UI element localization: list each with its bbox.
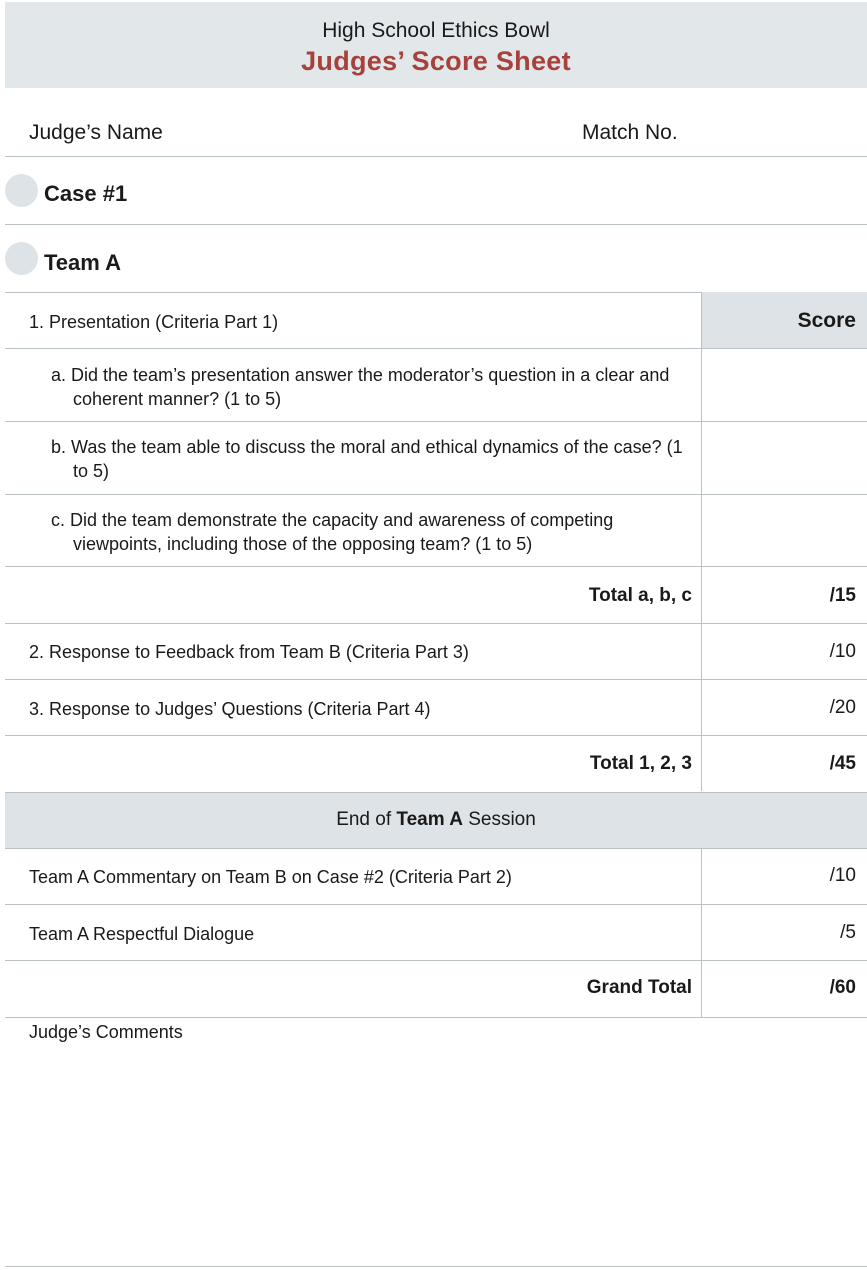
response-feedback-score: /10 [829, 641, 856, 662]
divider [5, 421, 867, 422]
divider [5, 848, 867, 849]
score-column-divider [701, 848, 702, 1017]
team-label: Team A [44, 250, 122, 275]
session-end-band [5, 792, 867, 848]
response-judges-score: /20 [829, 697, 856, 718]
team-marker-circle [5, 242, 38, 275]
dialogue-label: Team A Respectful Dialogue [29, 924, 255, 944]
criterion-a: a. Did the team’s presentation answer the moderator’s question in a clear and coherent manner? (1 to 5) [51, 365, 670, 409]
response-feedback-label: 2. Response to Feedback from Team B (Criteria Part 3) [29, 642, 469, 662]
divider [5, 679, 867, 680]
case-marker-circle [5, 174, 38, 207]
criterion-b: b. Was the team able to discuss the moral and ethical dynamics of the case? (1 to 5) [51, 437, 683, 481]
divider [5, 1017, 867, 1018]
total-abc-score: /15 [829, 585, 856, 606]
total-123-score: /45 [829, 753, 856, 774]
divider [5, 156, 867, 157]
grand-total-label: Grand Total [586, 977, 692, 998]
judge-name-label: Judge’s Name [29, 121, 163, 144]
session-end-team: Team A [396, 809, 463, 830]
divider [5, 494, 867, 495]
divider [5, 623, 867, 624]
sheet-title: Judges’ Score Sheet [301, 46, 571, 76]
total-123-label: Total 1, 2, 3 [589, 753, 692, 774]
match-no-label: Match No. [582, 121, 678, 144]
divider [5, 1266, 867, 1267]
divider [5, 348, 867, 349]
judge-comments-label: Judge’s Comments [29, 1022, 183, 1042]
divider [5, 792, 867, 793]
divider [5, 735, 867, 736]
event-name: High School Ethics Bowl [322, 19, 550, 42]
presentation-label: 1. Presentation (Criteria Part 1) [29, 312, 279, 332]
divider [5, 960, 867, 961]
case-label: Case #1 [44, 181, 128, 206]
grand-total-score: /60 [829, 977, 856, 998]
score-header: Score [797, 309, 856, 332]
response-judges-label: 3. Response to Judges’ Questions (Criteria Part 4) [29, 699, 431, 719]
criterion-c: c. Did the team demonstrate the capacity and awareness of competing viewpoints, including those of the opposing team? (1 to 5) [51, 510, 614, 554]
commentary-label: Team A Commentary on Team B on Case #2 (Criteria Part 2) [29, 867, 512, 887]
divider [5, 566, 867, 567]
commentary-score: /10 [829, 865, 856, 886]
dialogue-score: /5 [840, 922, 856, 943]
sheet-header [5, 2, 867, 88]
score-column-divider [701, 292, 702, 791]
total-abc-label: Total a, b, c [588, 585, 692, 606]
session-end-text: End of Team A Session [336, 809, 536, 830]
divider [5, 904, 867, 905]
divider [5, 224, 867, 225]
